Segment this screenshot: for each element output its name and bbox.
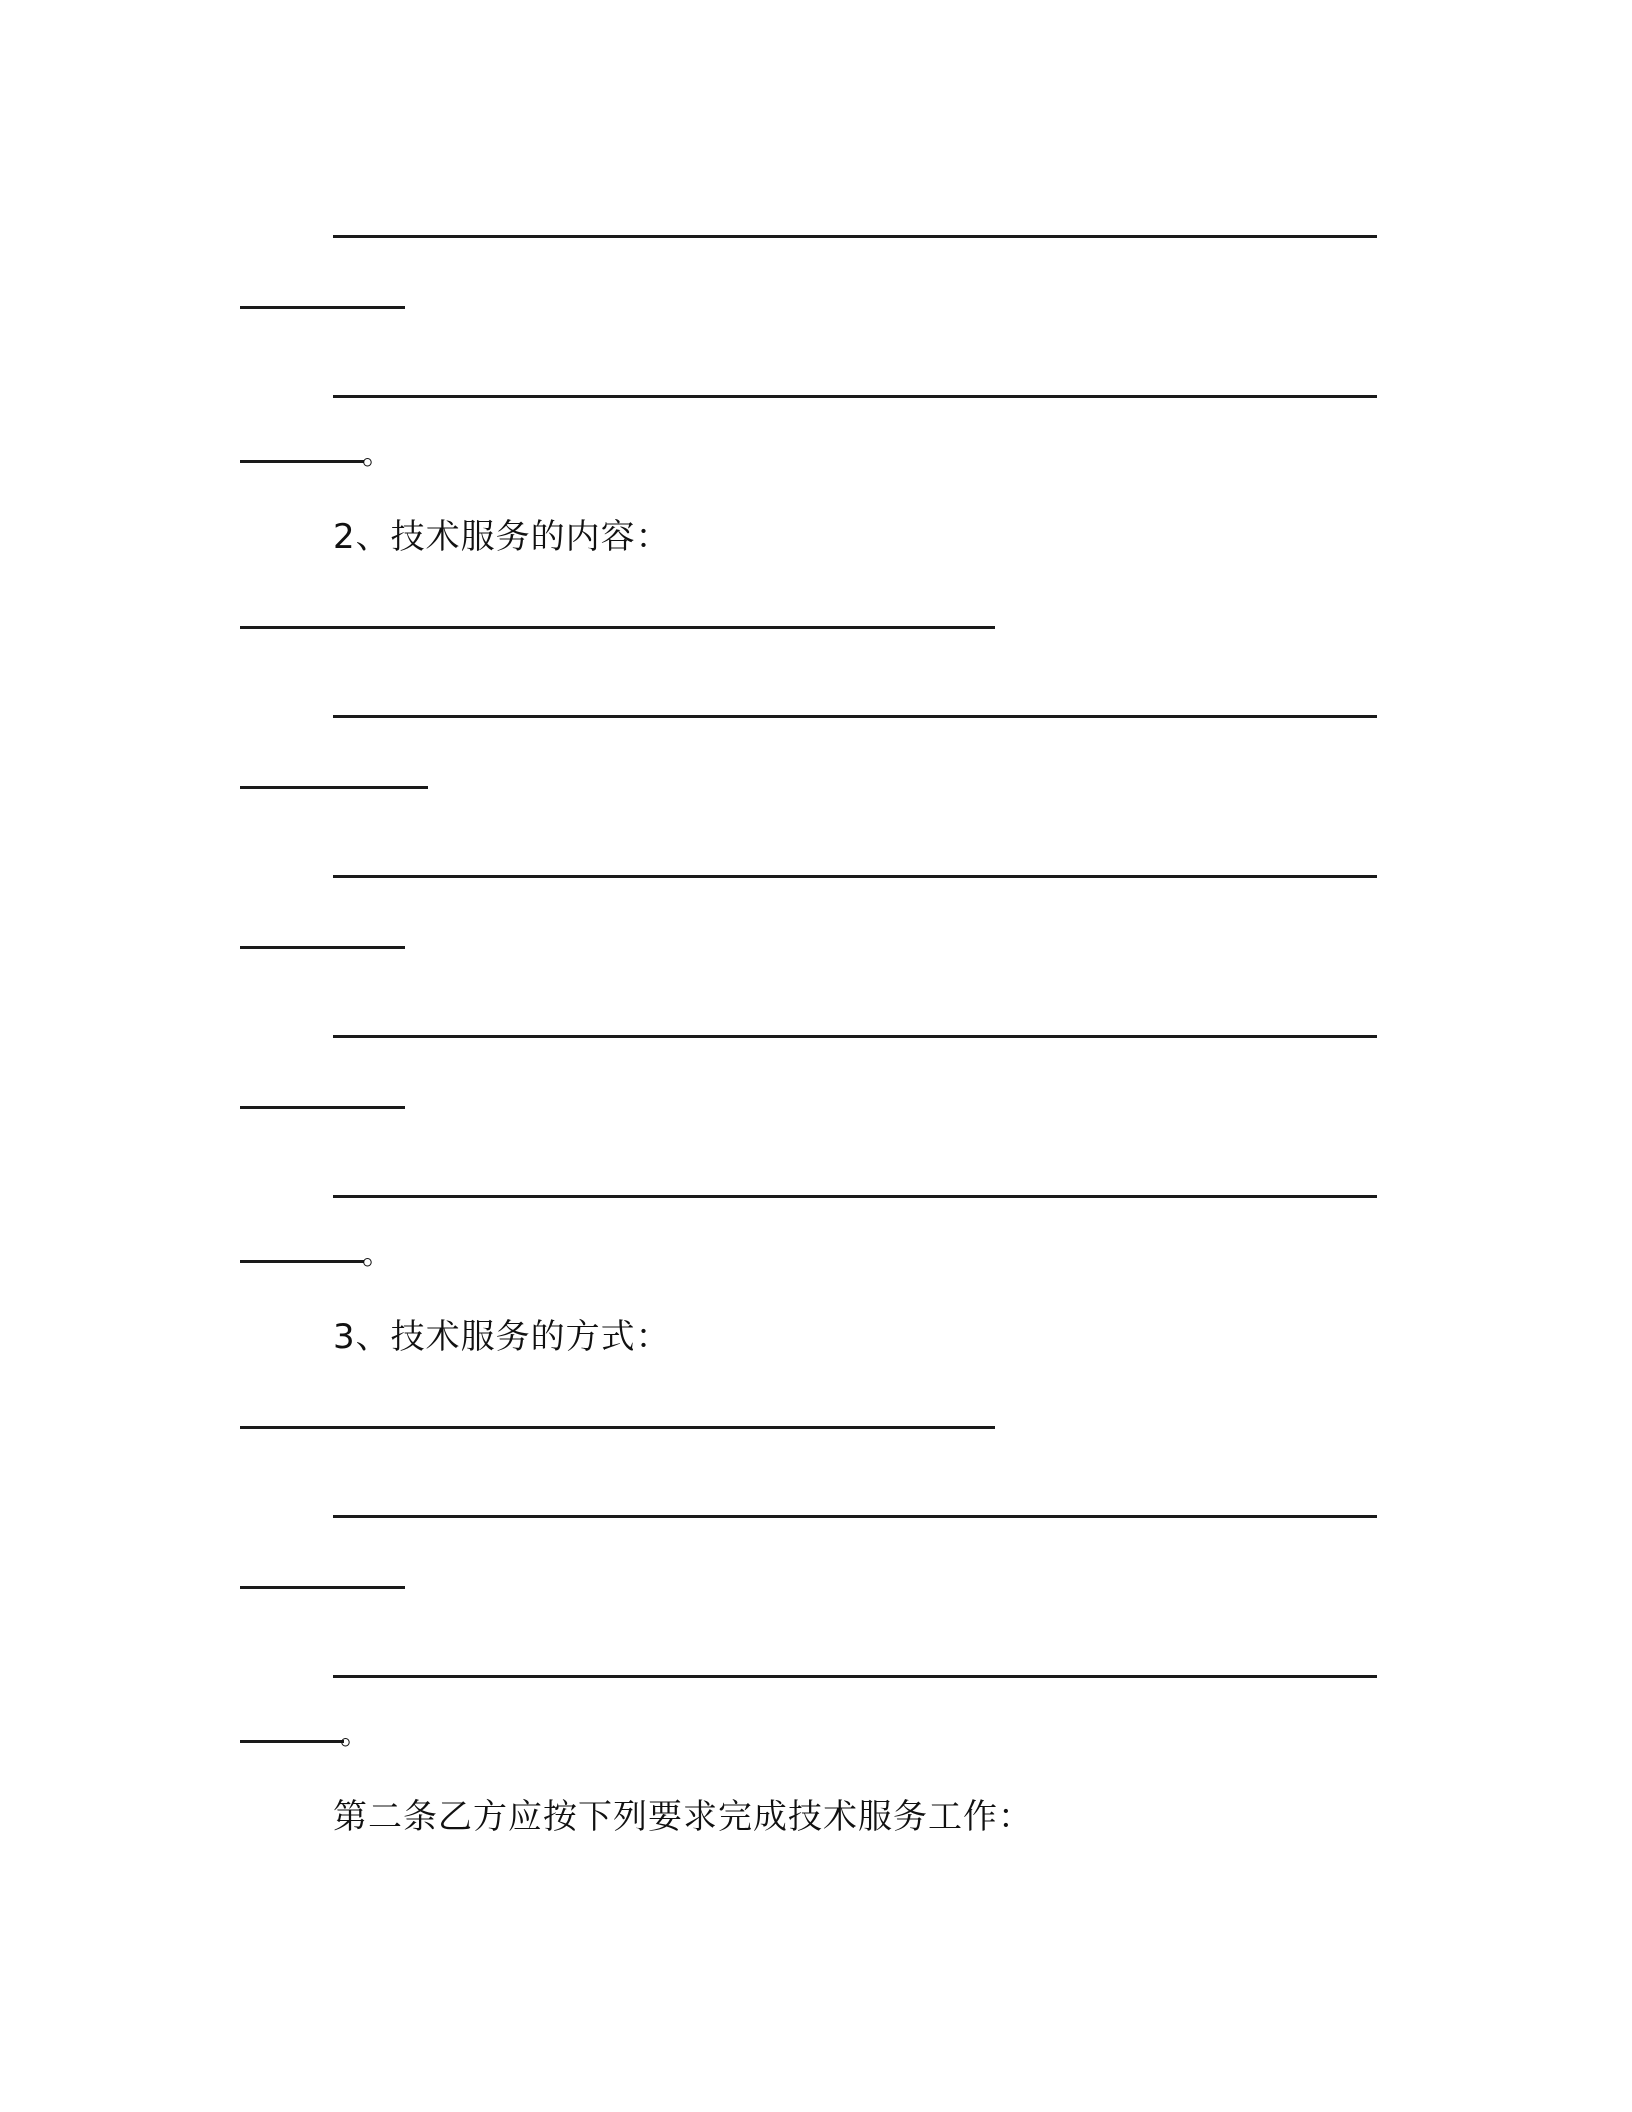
blank-line[interactable]	[240, 786, 428, 789]
blank-line[interactable]	[333, 1515, 1377, 1518]
blank-line[interactable]	[240, 626, 995, 629]
blank-line[interactable]	[333, 1195, 1377, 1198]
blank-line[interactable]	[240, 460, 364, 463]
blank-line[interactable]	[240, 946, 405, 949]
blank-line[interactable]	[333, 715, 1377, 718]
period-mark: 。	[362, 1237, 392, 1272]
blank-line[interactable]	[333, 1675, 1377, 1678]
period-mark: 。	[362, 437, 392, 472]
blank-line[interactable]	[240, 306, 405, 309]
blank-line[interactable]	[240, 1426, 995, 1429]
blank-line[interactable]	[333, 235, 1377, 238]
section-heading-item-3: 3、技术服务的方式：	[333, 1317, 671, 1357]
section-heading-item-2: 2、技术服务的内容：	[333, 517, 671, 557]
section-heading-article-2: 第二条乙方应按下列要求完成技术服务工作：	[333, 1797, 1033, 1837]
blank-line[interactable]	[240, 1586, 405, 1589]
blank-line[interactable]	[240, 1740, 344, 1743]
blank-line[interactable]	[240, 1106, 405, 1109]
period-mark: 。	[340, 1717, 370, 1752]
blank-line[interactable]	[240, 1260, 364, 1263]
blank-line[interactable]	[333, 875, 1377, 878]
blank-line[interactable]	[333, 395, 1377, 398]
blank-line[interactable]	[333, 1035, 1377, 1038]
